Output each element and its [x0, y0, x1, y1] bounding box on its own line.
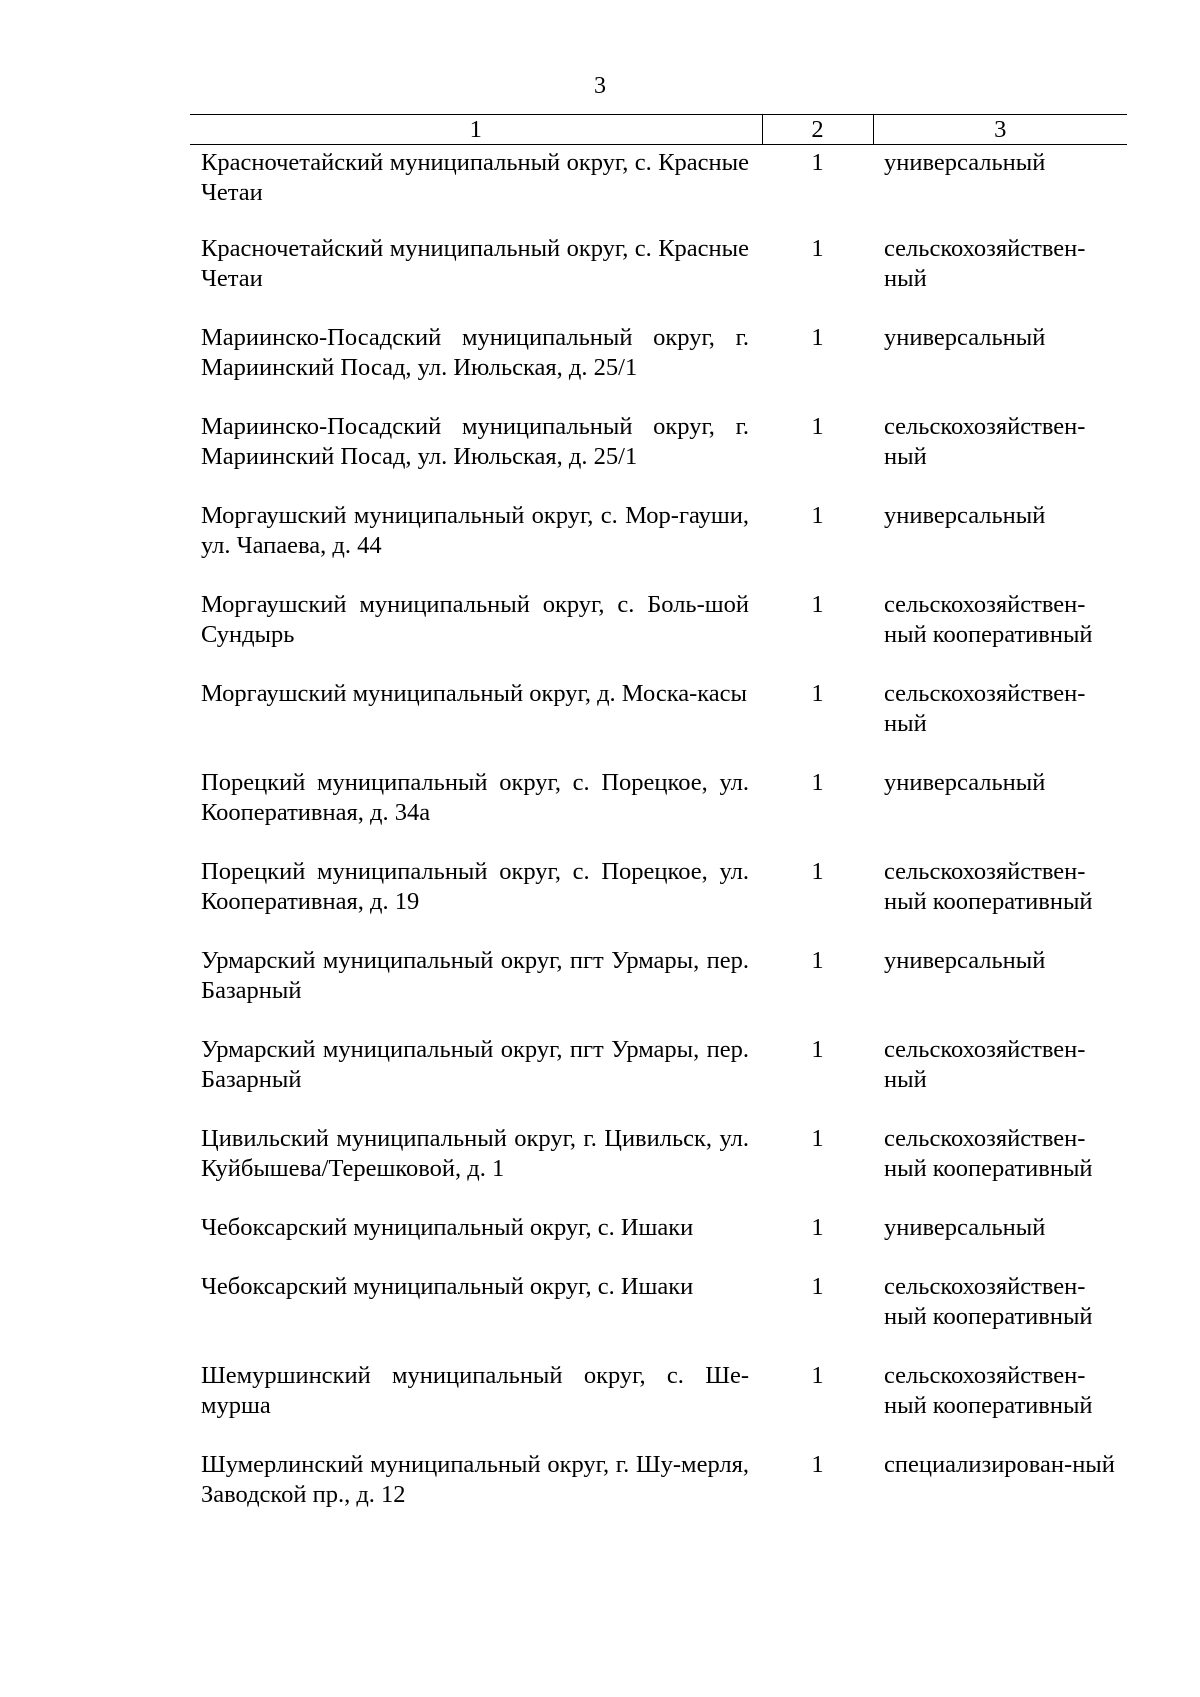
table-body — [190, 145, 1127, 1540]
page-number: 3 — [594, 73, 606, 99]
market-type-cell: универсальный — [884, 1214, 1046, 1241]
table-header — [190, 115, 1127, 145]
count-cell: 1 — [811, 1036, 824, 1063]
table-row — [190, 946, 1127, 1035]
table-row — [190, 590, 1127, 679]
address-cell: Моргаушский муниципальный округ, д. Моска-касы — [201, 680, 747, 707]
address-cell: Чебоксарский муниципальный округ, с. Ишаки — [201, 1214, 694, 1241]
count-cell: 1 — [811, 591, 824, 618]
market-type-cell: универсальный — [884, 769, 1046, 796]
address-cell: Моргаушский муниципальный округ, с. Боль-шой Сундырь — [201, 591, 749, 648]
market-type-cell: универсальный — [884, 324, 1046, 351]
address-cell: Красночетайский муниципальный округ, с. Красные Четаи — [201, 235, 749, 292]
count-cell: 1 — [811, 235, 824, 262]
table-row — [190, 323, 1127, 412]
address-cell: Урмарский муниципальный округ, пгт Урмары, пер. Базарный — [201, 1036, 749, 1093]
table-row — [190, 1213, 1127, 1272]
column-header-3: 3 — [873, 115, 1127, 145]
table-row — [190, 501, 1127, 590]
count-cell: 1 — [811, 1125, 824, 1152]
market-type-cell: универсальный — [884, 502, 1046, 529]
table-row — [190, 1450, 1127, 1539]
table-row — [190, 1124, 1127, 1213]
address-cell: Чебоксарский муниципальный округ, с. Ишаки — [201, 1273, 694, 1300]
count-cell: 1 — [811, 502, 824, 529]
count-cell: 1 — [811, 1273, 824, 1300]
count-cell: 1 — [811, 413, 824, 440]
address-cell: Шумерлинский муниципальный округ, г. Шу-мерля, Заводской пр., д. 12 — [201, 1451, 749, 1508]
markets-table — [190, 114, 1127, 1539]
address-cell: Моргаушский муниципальный округ, с. Мор-гауши, ул. Чапаева, д. 44 — [201, 502, 749, 559]
column-header-2: 2 — [762, 115, 873, 145]
market-type-cell: сельскохозяйствен-ный кооперативный — [884, 1273, 1093, 1330]
table-row — [190, 1035, 1127, 1124]
address-cell: Красночетайский муниципальный округ, с. Красные Четаи — [201, 149, 749, 206]
market-type-cell: универсальный — [884, 149, 1046, 176]
address-cell: Порецкий муниципальный округ, с. Порецкое, ул. Кооперативная, д. 19 — [201, 858, 749, 915]
market-type-cell: сельскохозяйствен-ный — [884, 680, 1086, 737]
header-row — [190, 115, 1127, 145]
table-row — [190, 1272, 1127, 1361]
market-type-cell: сельскохозяйствен-ный — [884, 413, 1086, 470]
market-type-cell: специализирован-ный — [884, 1451, 1115, 1478]
count-cell: 1 — [811, 680, 824, 707]
count-cell: 1 — [811, 1214, 824, 1241]
market-type-cell: сельскохозяйствен-ный — [884, 235, 1086, 292]
market-type-cell: универсальный — [884, 947, 1046, 974]
market-type-cell: сельскохозяйствен-ный кооперативный — [884, 858, 1093, 915]
address-cell: Цивильский муниципальный округ, г. Цивильск, ул. Куйбышева/Терешковой, д. 1 — [201, 1125, 749, 1182]
market-type-cell: сельскохозяйствен-ный кооперативный — [884, 591, 1093, 648]
count-cell: 1 — [811, 769, 824, 796]
market-type-cell: сельскохозяйствен-ный — [884, 1036, 1086, 1093]
table-row — [190, 857, 1127, 946]
market-type-cell: сельскохозяйствен-ный кооперативный — [884, 1125, 1093, 1182]
count-cell: 1 — [811, 324, 824, 351]
count-cell: 1 — [811, 149, 824, 176]
count-cell: 1 — [811, 858, 824, 885]
table-row — [190, 234, 1127, 323]
count-cell: 1 — [811, 1362, 824, 1389]
table-row — [190, 412, 1127, 501]
address-cell: Шемуршинский муниципальный округ, с. Ше-мурша — [201, 1362, 749, 1419]
address-cell: Мариинско-Посадский муниципальный округ, г. Мариинский Посад, ул. Июльская, д. 25/1 — [201, 413, 749, 470]
count-cell: 1 — [811, 1451, 824, 1478]
table-row — [190, 679, 1127, 768]
address-cell: Урмарский муниципальный округ, пгт Урмары, пер. Базарный — [201, 947, 749, 1004]
table-row — [190, 1361, 1127, 1450]
table-row — [190, 768, 1127, 857]
count-cell: 1 — [811, 947, 824, 974]
address-cell: Порецкий муниципальный округ, с. Порецкое, ул. Кооперативная, д. 34а — [201, 769, 749, 826]
table-row — [190, 145, 1127, 235]
address-cell: Мариинско-Посадский муниципальный округ, г. Мариинский Посад, ул. Июльская, д. 25/1 — [201, 324, 749, 381]
market-type-cell: сельскохозяйствен-ный кооперативный — [884, 1362, 1093, 1419]
column-header-1: 1 — [190, 115, 762, 145]
